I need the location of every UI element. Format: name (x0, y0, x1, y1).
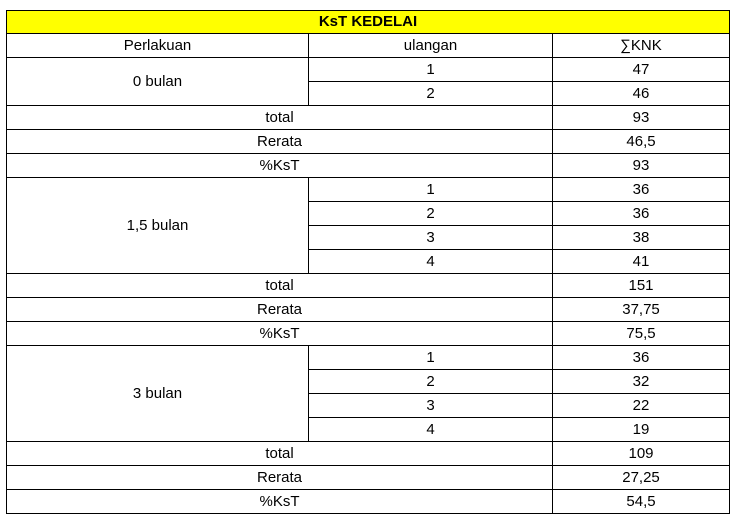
kst-value: 54,5 (553, 490, 730, 514)
table-row (7, 58, 730, 82)
header-ulangan: ulangan (309, 34, 553, 58)
ulangan-cell: 1 (309, 58, 553, 82)
kst-value: 93 (553, 154, 730, 178)
knk-cell: 46 (553, 82, 730, 106)
table-row (7, 346, 730, 370)
knk-cell: 36 (553, 346, 730, 370)
ulangan-cell: 3 (309, 394, 553, 418)
ulangan-cell: 4 (309, 250, 553, 274)
ulangan-cell: 4 (309, 418, 553, 442)
total-value: 151 (553, 274, 730, 298)
rerata-row (7, 130, 730, 154)
header-row (7, 34, 730, 58)
knk-cell: 19 (553, 418, 730, 442)
rerata-label: Rerata (7, 466, 553, 490)
knk-cell: 41 (553, 250, 730, 274)
ulangan-cell: 3 (309, 226, 553, 250)
kst-row (7, 322, 730, 346)
rerata-label: Rerata (7, 130, 553, 154)
knk-cell: 38 (553, 226, 730, 250)
kst-row (7, 154, 730, 178)
ulangan-cell: 2 (309, 202, 553, 226)
kst-value: 75,5 (553, 322, 730, 346)
total-row (7, 274, 730, 298)
table-title: KsT KEDELAI (7, 11, 730, 34)
ulangan-cell: 2 (309, 82, 553, 106)
header-perlakuan: Perlakuan (7, 34, 309, 58)
ulangan-cell: 1 (309, 346, 553, 370)
table-row (7, 178, 730, 202)
knk-cell: 32 (553, 370, 730, 394)
total-row (7, 442, 730, 466)
perlakuan-cell: 0 bulan (7, 58, 309, 106)
knk-cell: 36 (553, 202, 730, 226)
title-row (7, 11, 730, 34)
total-row (7, 106, 730, 130)
rerata-value: 27,25 (553, 466, 730, 490)
knk-cell: 22 (553, 394, 730, 418)
total-label: total (7, 442, 553, 466)
total-value: 93 (553, 106, 730, 130)
rerata-value: 37,75 (553, 298, 730, 322)
rerata-label: Rerata (7, 298, 553, 322)
ulangan-cell: 2 (309, 370, 553, 394)
ulangan-cell: 1 (309, 178, 553, 202)
total-label: total (7, 274, 553, 298)
header-knk: ∑KNK (553, 34, 730, 58)
kst-label: %KsT (7, 154, 553, 178)
kst-label: %KsT (7, 322, 553, 346)
rerata-row (7, 466, 730, 490)
kst-kedelai-table (6, 10, 730, 514)
perlakuan-cell: 1,5 bulan (7, 178, 309, 274)
rerata-row (7, 298, 730, 322)
rerata-value: 46,5 (553, 130, 730, 154)
perlakuan-cell: 3 bulan (7, 346, 309, 442)
total-value: 109 (553, 442, 730, 466)
kst-label: %KsT (7, 490, 553, 514)
knk-cell: 36 (553, 178, 730, 202)
kst-row (7, 490, 730, 514)
knk-cell: 47 (553, 58, 730, 82)
total-label: total (7, 106, 553, 130)
